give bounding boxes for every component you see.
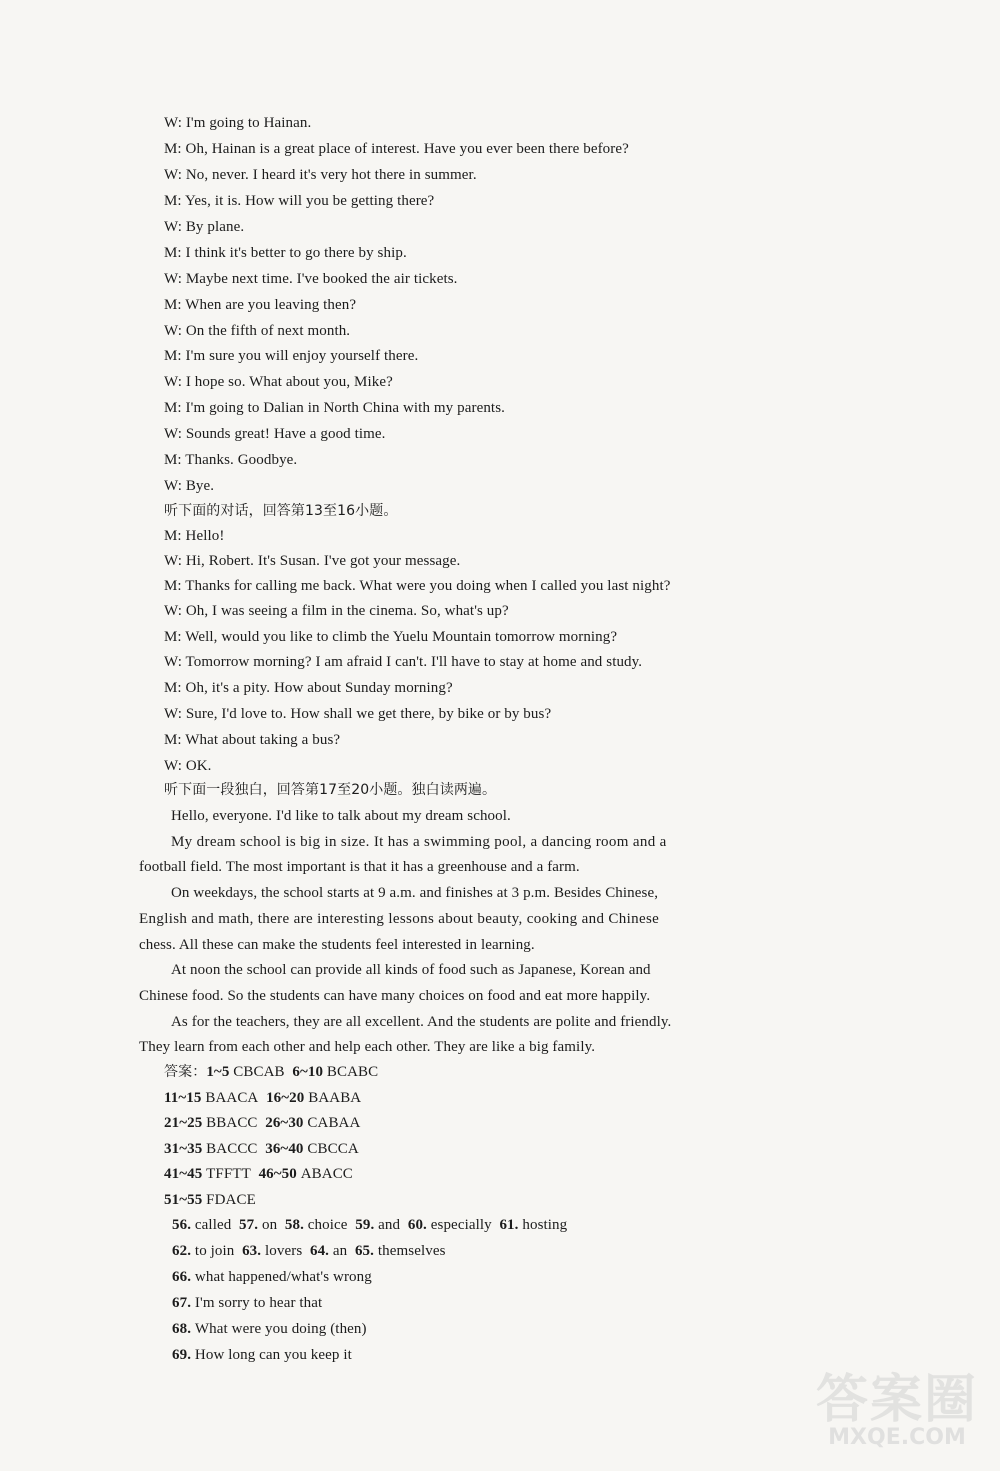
answer-range: 31~35	[164, 1141, 203, 1157]
question-number: 61.	[499, 1217, 519, 1233]
instruction-heading: 听下面的对话，回答第13至16小题。	[164, 503, 398, 519]
answer-range: 26~30	[265, 1115, 304, 1131]
answer-value: especially	[430, 1217, 492, 1233]
answer-row	[164, 1139, 359, 1159]
monologue-line: Chinese food. So the students can have many choices on food and eat more happily.	[139, 988, 651, 1004]
monologue-line: football field. The most important is that it has a greenhouse and a farm.	[139, 859, 580, 875]
answer-row	[164, 1088, 361, 1108]
question-number: 60.	[407, 1217, 427, 1233]
answer-row	[172, 1293, 322, 1313]
dialogue-line: W: I hope so. What about you, Mike?	[164, 374, 393, 390]
dialogue-line: W: Oh, I was seeing a film in the cinema. So, what's up?	[164, 603, 509, 619]
dialogue-line: M: What about taking a bus?	[164, 732, 341, 748]
answer-value: themselves	[377, 1243, 446, 1259]
dialogue-line: M: Yes, it is. How will you be getting there?	[164, 193, 435, 209]
answer-value: hosting	[522, 1217, 568, 1233]
answer-value: to join	[194, 1243, 235, 1259]
dialogue-line: M: Thanks. Goodbye.	[164, 452, 298, 468]
answer-value: BAACA	[205, 1090, 259, 1106]
monologue-line: English and math, there are interesting lessons about beauty, cooking and Chinese	[139, 911, 660, 927]
answer-row	[164, 1164, 353, 1184]
answer-value: ABACC	[300, 1166, 353, 1182]
answer-range: 36~40	[265, 1141, 304, 1157]
monologue-line: Hello, everyone. I'd like to talk about my dream school.	[171, 808, 511, 824]
dialogue-line: W: On the fifth of next month.	[164, 323, 351, 339]
answer-value: BCABC	[326, 1064, 379, 1080]
answer-label: 答案：	[164, 1064, 207, 1080]
question-number: 56.	[172, 1217, 192, 1233]
watermark-logo: 答案圈	[815, 1370, 978, 1430]
dialogue-line: M: Oh, it's a pity. How about Sunday morning?	[164, 680, 453, 696]
question-number: 62.	[172, 1243, 192, 1259]
answer-value: CABAA	[307, 1115, 361, 1131]
dialogue-line: M: When are you leaving then?	[164, 297, 357, 313]
answer-value: and	[378, 1217, 401, 1233]
answer-value: TFFTT	[206, 1166, 251, 1182]
answer-row	[172, 1215, 567, 1235]
dialogue-line: W: I'm going to Hainan.	[164, 115, 312, 131]
answer-value: BBACC	[206, 1115, 258, 1131]
answer-value: BAABA	[308, 1090, 362, 1106]
dialogue-line: M: Hello!	[164, 528, 225, 544]
answer-range: 6~10	[292, 1064, 324, 1080]
answer-value: CBCCA	[307, 1141, 359, 1157]
answer-row	[164, 1062, 378, 1082]
watermark	[812, 1357, 982, 1457]
answer-value: what happened/what's wrong	[194, 1269, 372, 1285]
answer-value: BACCC	[206, 1141, 258, 1157]
dialogue-line: M: I think it's better to go there by ship.	[164, 245, 407, 261]
answer-range: 1~5	[206, 1064, 230, 1080]
question-number: 59.	[355, 1217, 375, 1233]
answer-row	[172, 1319, 367, 1339]
answer-value: called	[194, 1217, 232, 1233]
monologue-line: As for the teachers, they are all excellent. And the students are polite and friendly.	[171, 1014, 672, 1030]
answer-value: I'm sorry to hear that	[194, 1295, 323, 1311]
dialogue-line: W: Bye.	[164, 478, 215, 494]
monologue-line: At noon the school can provide all kinds of food such as Japanese, Korean and	[171, 962, 651, 978]
answer-row	[172, 1241, 446, 1261]
question-number: 57.	[239, 1217, 259, 1233]
question-number: 69.	[172, 1347, 192, 1363]
question-number: 67.	[172, 1295, 192, 1311]
instruction-heading: 听下面一段独白，回答第17至20小题。独白读两遍。	[164, 782, 497, 798]
answer-value: on	[261, 1217, 278, 1233]
answer-range: 11~15	[164, 1090, 202, 1106]
answer-range: 41~45	[164, 1166, 203, 1182]
answer-row	[172, 1267, 372, 1287]
dialogue-line: W: Tomorrow morning? I am afraid I can't. I'll have to stay at home and study.	[164, 654, 643, 670]
question-number: 64.	[309, 1243, 330, 1259]
answer-value: CBCAB	[233, 1064, 285, 1080]
question-number: 65.	[354, 1243, 375, 1259]
answer-value: FDACE	[206, 1192, 256, 1208]
answer-range: 46~50	[258, 1166, 297, 1182]
dialogue-line: M: Thanks for calling me back. What were you doing when I called you last night?	[164, 578, 671, 594]
answer-value: lovers	[265, 1243, 303, 1259]
monologue-line: They learn from each other and help each other. They are like a big family.	[139, 1039, 596, 1055]
answer-row	[164, 1190, 256, 1210]
dialogue-line: M: Oh, Hainan is a great place of interest. Have you ever been there before?	[164, 141, 629, 157]
question-number: 58.	[284, 1217, 304, 1233]
answer-value: an	[332, 1243, 348, 1259]
answer-range: 51~55	[164, 1192, 203, 1208]
dialogue-line: W: No, never. I heard it's very hot there in summer.	[164, 167, 477, 183]
answer-value: What were you doing (then)	[194, 1321, 367, 1337]
question-number: 66.	[172, 1269, 192, 1285]
dialogue-line: M: Well, would you like to climb the Yuelu Mountain tomorrow morning?	[164, 629, 618, 645]
dialogue-line: W: Maybe next time. I've booked the air tickets.	[164, 271, 458, 287]
dialogue-line: W: OK.	[164, 758, 212, 774]
dialogue-line: W: By plane.	[164, 219, 245, 235]
answer-value: How long can you keep it	[194, 1347, 352, 1363]
dialogue-line: W: Hi, Robert. It's Susan. I've got your message.	[164, 553, 461, 569]
monologue-line: My dream school is big in size. It has a swimming pool, a dancing room and a	[171, 834, 667, 850]
dialogue-line: W: Sure, I'd love to. How shall we get there, by bike or by bus?	[164, 706, 552, 722]
monologue-line: On weekdays, the school starts at 9 a.m. and finishes at 3 p.m. Besides Chinese,	[171, 885, 659, 901]
dialogue-line: M: I'm going to Dalian in North China with my parents.	[164, 400, 505, 416]
watermark-url: MXQE.COM	[828, 1425, 966, 1450]
answer-row	[172, 1345, 352, 1365]
answer-range: 16~20	[266, 1090, 305, 1106]
answer-range: 21~25	[164, 1115, 203, 1131]
dialogue-line: W: Sounds great! Have a good time.	[164, 426, 386, 442]
answer-value: choice	[307, 1217, 348, 1233]
monologue-line: chess. All these can make the students feel interested in learning.	[139, 937, 535, 953]
dialogue-line: M: I'm sure you will enjoy yourself there.	[164, 348, 419, 364]
question-number: 68.	[172, 1321, 192, 1337]
answer-row	[164, 1113, 360, 1133]
question-number: 63.	[242, 1243, 262, 1259]
